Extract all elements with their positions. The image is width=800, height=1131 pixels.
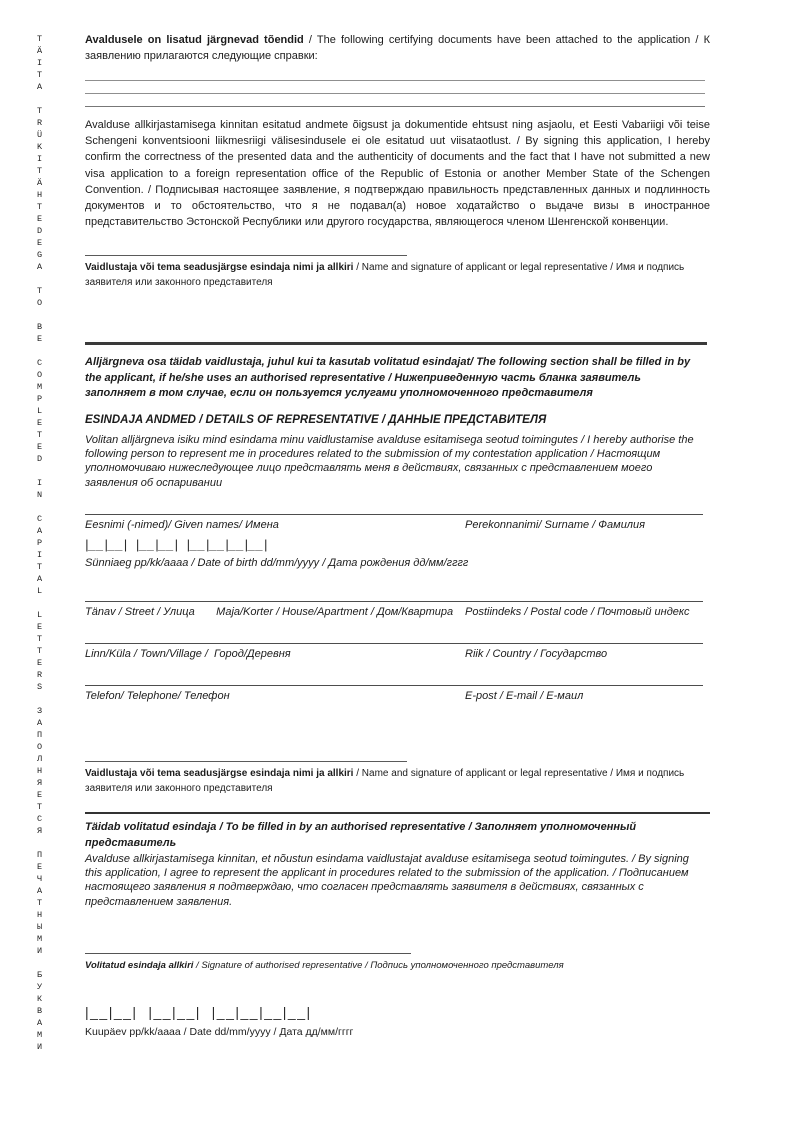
section-divider [85,342,707,345]
representative-signature-label [85,767,710,796]
declaration-text: Avalduse allkirjastamisega kinnitan esitatud andmete õigsust ja dokumentide ehtsust ning asjaolu, et Eesti Vabariigi või teise Schengeni konventsiooni liikmesriigi välisesindusele ei ole esitatud uut viisataotlust. / By signing this application, I hereby confirm the correctness of the presented data and the authenticity of documents and the fact that I have not submitted a new visa application to a foreign representation office of the Republic of Estonia or another Member State of the Schengen Convention. / Подписывая настоящее заявление, я подтверждаю правильность представленных данных и подлинность документов и то обстоятельство, что я не подавал(а) новое ходатайство о выдаче визы в иностранное представительство Эстонской Республики или другого государства, являющегося членом Шенгенской конвенции. [85,119,710,229]
applicant-signature-label-bold: Vaidlustaja või tema seadusjärgse esindaja nimi ja allkiri [85,262,354,273]
writing-line-1 [85,80,705,81]
postal-code-label: Postiindeks / Postal code / Почтовый индекс [465,606,690,618]
town-field-line [85,643,703,644]
street-field-line [85,601,703,602]
attachments-title-bold: Avaldusele on lisatud järgnevad tõendid [85,34,304,46]
country-label: Riik / Country / Государство [465,648,608,660]
vertical-word: TRÜKITÄHTEDEGA [36,106,43,272]
authorised-rep-heading: Täidab volitatud esindaja / To be filled in by an authorised representative / Заполняет уполномоченный представитель [85,821,637,849]
vertical-instruction-text [36,33,48,1065]
vertical-word: БУКВАМИ [36,970,43,1052]
representative-intro: Alljärgneva osa täidab vaidlustaja, juhul kui ta kasutab volitatud esindajat/ The following section shall be filled in by the applicant, if he/she uses an authorised representative / Нижеприведенную часть бланка заявитель заполняет в том случае, если он пользуется услугами уполномоченного представителя [85,356,691,400]
name-field-line [85,514,703,515]
given-names-label: Eesnimi (-nimed)/ Given names/ Имена [85,519,279,531]
authorisation-text: Volitan alljärgneva isiku mind esindama minu vaidlustamise avalduse esitamisega seotud toimingutes / I hereby authorise the following person to represent me in procedures related to the submission of my contestation application / Настоящим уполномочиваю нижеследующее лицо представлять меня в действиях, связанных с представлением моего заявления об оспаривании [85,434,694,489]
attachments-title-rest: / The following certifying documents have been attached to the application / К заявлению прилагаются следующие справки: [85,34,711,63]
vertical-word: COMPLETED [36,358,43,464]
representative-heading: ESINDAJA ANDMED / DETAILS OF REPRESENTATIVE / ДАННЫЕ ПРЕДСТАВИТЕЛЯ [85,414,547,426]
applicant-signature-label [85,261,710,290]
date-boxes: |__|__| |__|__| |__|__|__|__| [85,1004,312,1020]
vertical-word: TO [36,286,43,308]
authorised-signature-line [85,953,411,954]
street-house-label: Tänav / Street / Улица Maja/Korter / House/Apartment / Дом/Квартира [85,606,454,618]
phone-field-line [85,685,703,686]
applicant-signature-line [85,255,407,256]
authorised-signature-label-bold: Volitatud esindaja allkiri [85,960,194,971]
writing-line-3 [85,106,705,107]
authorised-rep-statement: Avalduse allkirjastamisega kinnitan, et nõustun esindama vaidlustajat avalduse esitamisega seotud toimingutes. / By signing this application, I agree to represent the applicant in procedures related to the submission of the application. / Подписанием настоящего заявления я подтверждаю, что согласен представлять заявителя в действиях, связанных с представлением заявления. [85,853,689,908]
attachments-title [85,32,710,64]
vertical-word: CAPITAL [36,514,43,596]
vertical-word: BE [36,322,43,344]
dob-label: Sünniaeg pp/kk/aaaa / Date of birth dd/mm/yyyy / Дата рождения дд/мм/гггг [85,557,469,569]
representative-signature-label-rest: / Name and signature of applicant or legal representative / Имя и подпись заявителя или законного представителя [85,768,685,794]
date-label: Kuupäev pp/kk/aaaa / Date dd/mm/yyyy / Дата дд/мм/гггг [85,1026,354,1038]
phone-label: Telefon/ Telephone/ Телефон [85,690,230,702]
vertical-word: LETTERS [36,610,43,692]
vertical-word: ЗАПОЛНЯЕТСЯ [36,706,43,836]
surname-label: Perekonnanimi/ Surname / Фамилия [465,519,646,531]
applicant-signature-label-rest: / Name and signature of applicant or legal representative / Имя и подпись заявителя или законного представителя [85,262,685,288]
authorised-signature-label [85,959,710,972]
town-label: Linn/Küla / Town/Village / Город/Деревня [85,648,291,660]
representative-signature-label-bold: Vaidlustaja või tema seadusjärgse esindaja nimi ja allkiri [85,768,354,779]
dob-boxes: |__|__| |__|__| |__|__|__|__| [85,537,268,552]
authorised-rep-divider [85,812,710,814]
authorised-signature-label-rest: / Signature of authorised representative / Подпись уполномоченного представителя [193,960,564,971]
vertical-word: TÄITA [36,34,43,92]
writing-line-2 [85,93,705,94]
vertical-word: ПЕЧАТНЫМИ [36,850,43,956]
email-label: E-post / E-mail / E-маил [465,690,584,702]
vertical-word: IN [36,478,43,500]
representative-signature-line [85,761,407,762]
